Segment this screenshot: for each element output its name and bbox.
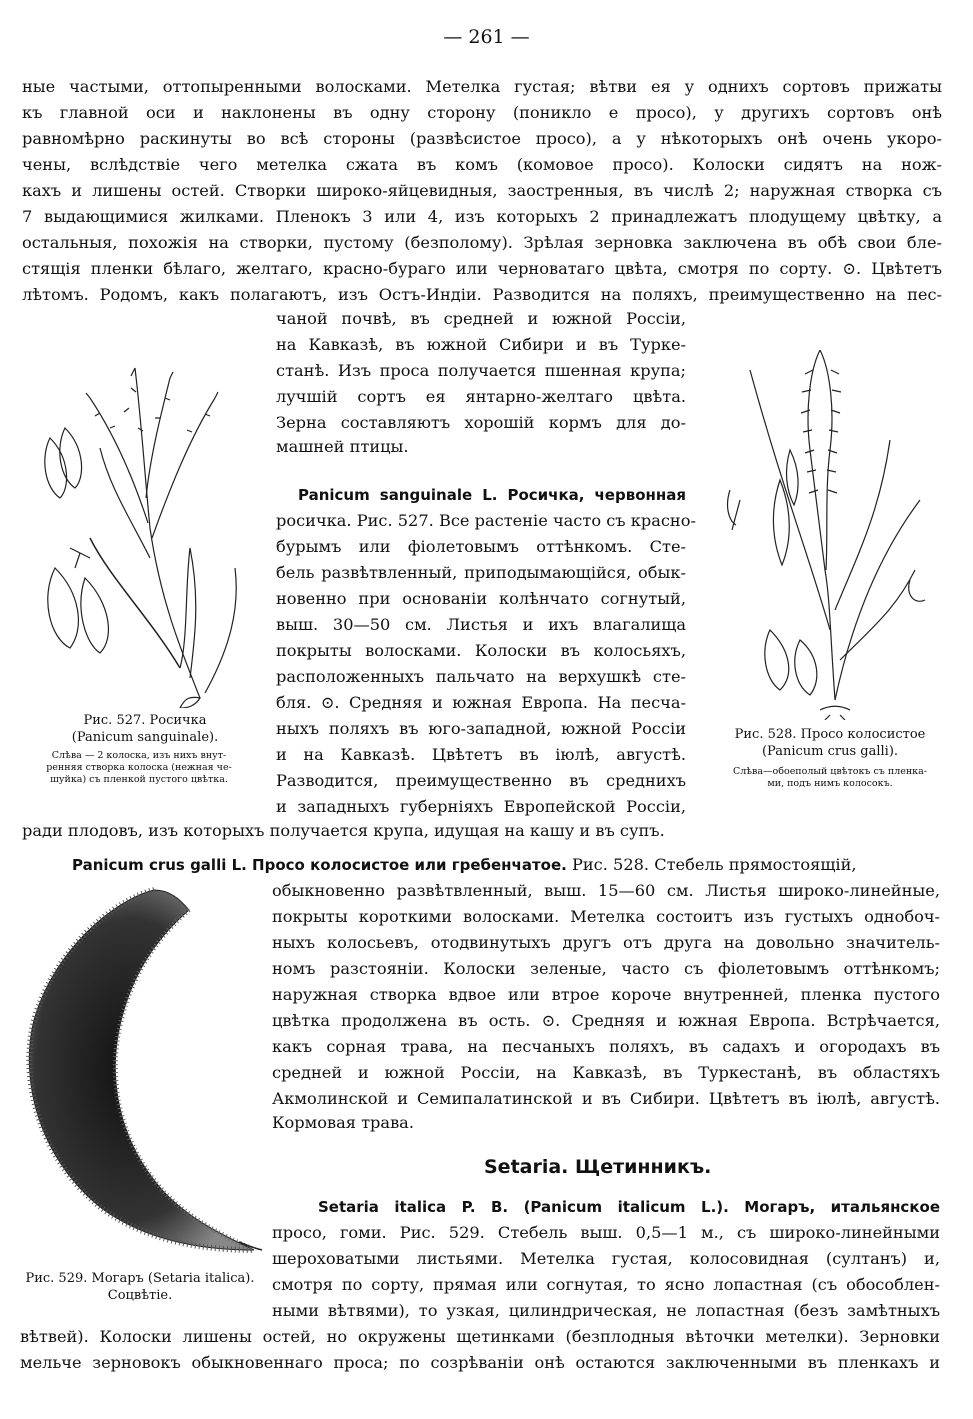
text-line: 7 выдающимися жилками. Пленокъ 3 или 4, изъ которыхъ 2 принадлежатъ плодущему цвѣтку, а — [22, 207, 942, 226]
text-line: лучшій сортъ ея янтарно-желтаго цвѣта. — [276, 387, 686, 406]
text-line: покрыты короткими волосками. Метелка состоитъ изъ густыхъ однобоч- — [272, 907, 940, 926]
figure-529-setaria-inflorescence — [14, 880, 264, 1265]
text-line: ныхъ поляхъ въ юго-западной, южной Россіи — [276, 719, 686, 738]
section-title-setaria: Setaria. Щетинникъ. — [484, 1156, 712, 1178]
text-line: машней птицы. — [276, 437, 409, 456]
text-line: стящія пленки бѣлаго, желтаго, красно-бураго или черноватаго цвѣта, смотря по сорту. ⊙. Цвѣтетъ — [22, 259, 942, 278]
figure-527-caption: Рис. 527. Росичка — [83, 713, 207, 728]
text-line: ради плодовъ, изъ которыхъ получается крупа, идущая на кашу и въ супъ. — [22, 821, 665, 840]
text-line: бурымъ или фіолетовымъ оттѣнкомъ. Сте- — [276, 537, 686, 556]
text-line: бля. ⊙. Средняя и южная Европа. На песча- — [276, 693, 686, 712]
text-line: станѣ. Изъ проса получается пшенная крупа; — [276, 361, 686, 380]
text-line: мельче зерновокъ обыкновеннаго проса; по созрѣваніи онѣ остаются заключенными въ пленкахъ и — [20, 1353, 940, 1372]
figure-528-caption-latin: (Panicum crus galli). — [761, 744, 899, 759]
figure-527-grass-illustration — [30, 348, 260, 708]
text-line: цвѣтка продолжена въ ость. ⊙. Средняя и южная Европа. Встрѣчается, — [272, 1011, 940, 1030]
figure-528-note: Слѣва—обоеполый цвѣтокъ съ пленка- — [732, 766, 927, 777]
text-line: вѣтвей). Колоски лишены остей, но окружены щетинками (безплодныя вѣточки метелки). Зерновки — [20, 1327, 940, 1346]
text-line: и западныхъ губерніяхъ Европейской Россіи, — [276, 797, 686, 816]
figure-528-note: ми, подъ нимъ колосокъ. — [767, 778, 893, 789]
text-line: чаной почвѣ, въ средней и южной Россіи, — [276, 309, 686, 328]
text-line: смотря по сорту, прямая или согнутая, то ясно лопастная (съ обособлен- — [272, 1275, 940, 1294]
text-line: номъ разстояніи. Колоски зеленые, часто съ фіолетовымъ оттѣнкомъ; — [272, 959, 940, 978]
figure-527-caption-latin: (Panicum sanguinale). — [71, 730, 219, 745]
text-line: ными вѣтвями), то узкая, цилиндрическая, не лопастная (безъ замѣтныхъ — [272, 1301, 940, 1320]
text-line: выш. 30—50 см. Листья и ихъ влагалища — [276, 615, 686, 634]
text-line: расположенныхъ пальчато на верхушкѣ сте- — [276, 667, 686, 686]
page-number: — 261 — — [443, 26, 530, 48]
text-line: къ главной оси и наклонены въ одну сторону (поникло е просо), у другихъ сортовъ онѣ — [22, 103, 942, 122]
figure-527-note: шуйка) съ пленкой пустого цвѣтка. — [50, 774, 228, 785]
text-line: средней и южной Россіи, на Кавказѣ, въ Туркестанѣ, въ областяхъ — [272, 1063, 940, 1082]
text-line: Зерна составляютъ хорошій кормъ для до- — [276, 413, 686, 432]
text-line: какъ сорная трава, на песчаныхъ поляхъ, въ садахъ и огородахъ въ — [272, 1037, 940, 1056]
text-line: остальныя, похожія на створки, пустому (безполому). Зрѣлая зерновка заключена въ обѣ свои бле- — [22, 233, 942, 252]
figure-528-grass-illustration — [710, 330, 950, 720]
text-line: лѣтомъ. Родомъ, какъ полагаютъ, изъ Остъ-Индіи. Разводится на поляхъ, преимущественно на пес- — [22, 285, 942, 304]
text-line: на Кавказѣ, въ южной Сибири и въ Турке- — [276, 335, 686, 354]
text-line: кахъ и лишены остей. Створки широко-яйцевидныя, заостренныя, въ числѣ 2; наружная створка съ — [22, 181, 942, 200]
crus-galli-first-line — [72, 852, 857, 878]
text-span: Рис. 528. Стебель прямостоящій, — [571, 855, 857, 874]
species-heading-crus-galli: Panicum crus galli L. Просо колосистое или гребенчатое. — [72, 856, 567, 874]
text-line: наружная створка вдвое или втрое короче внутренней, пленка пустого — [272, 985, 940, 1004]
text-line: равномѣрно раскинуты во всѣ стороны (развѣсистое просо), а у нѣкоторыхъ онѣ очень укоро- — [22, 129, 942, 148]
text-line: Акмолинской и Семипалатинской и въ Сибири. Цвѣтетъ въ іюлѣ, августѣ. — [272, 1089, 940, 1108]
text-line: новенно при основаніи колѣнчато согнутый, — [276, 589, 686, 608]
figure-527-note: Слѣва — 2 колоска, изъ нихъ внут- — [51, 750, 227, 761]
text-line: покрыты волосками. Колоски въ колосьяхъ, — [276, 641, 686, 660]
figure-529-caption-sub: Соцвѣтіе. — [107, 1288, 173, 1303]
text-line: обыкновенно развѣтвленный, выш. 15—60 см. Листья широко-линейные, — [272, 881, 940, 900]
text-line: шероховатыми листьями. Метелка густая, колосовидная (султанъ) и, — [272, 1249, 940, 1268]
figure-527-note: ренняя створка колоска (нежная че- — [46, 762, 232, 773]
text-line: просо, гоми. Рис. 529. Стебель выш. 0,5—1 м., съ широко-линейными — [272, 1223, 940, 1242]
text-line: бель развѣтвленный, приподымающійся, обык- — [276, 563, 686, 582]
figure-528-caption: Рис. 528. Просо колосистое — [734, 727, 926, 742]
text-line: ныхъ колосьевъ, отодвинутыхъ другъ отъ друга на довольно значитель- — [272, 933, 940, 952]
text-line: Разводится, преимущественно въ среднихъ — [276, 771, 686, 790]
text-line: и на Кавказѣ. Цвѣтетъ въ іюлѣ, августѣ. — [276, 745, 686, 764]
species-heading-sanguinale: Panicum sanguinale L. Росичка, червонная — [298, 486, 686, 504]
text-line: чены, вслѣдствіе чего метелка сжата въ комъ (комовое просо). Колоски сидятъ на нож- — [22, 155, 942, 174]
text-line: росичка. Рис. 527. Все растеніе часто съ красно- — [276, 511, 696, 530]
species-heading-setaria: Setaria italica P. B. (Panicum italicum L.). Могаръ, итальянское — [318, 1198, 940, 1216]
text-line: ные частыми, оттопыренными волосками. Метелка густая; вѣтви ея у однихъ сортовъ прижаты — [22, 77, 942, 96]
text-line: Кормовая трава. — [272, 1113, 414, 1132]
figure-529-caption: Рис. 529. Могаръ (Setaria italica). — [25, 1271, 255, 1286]
